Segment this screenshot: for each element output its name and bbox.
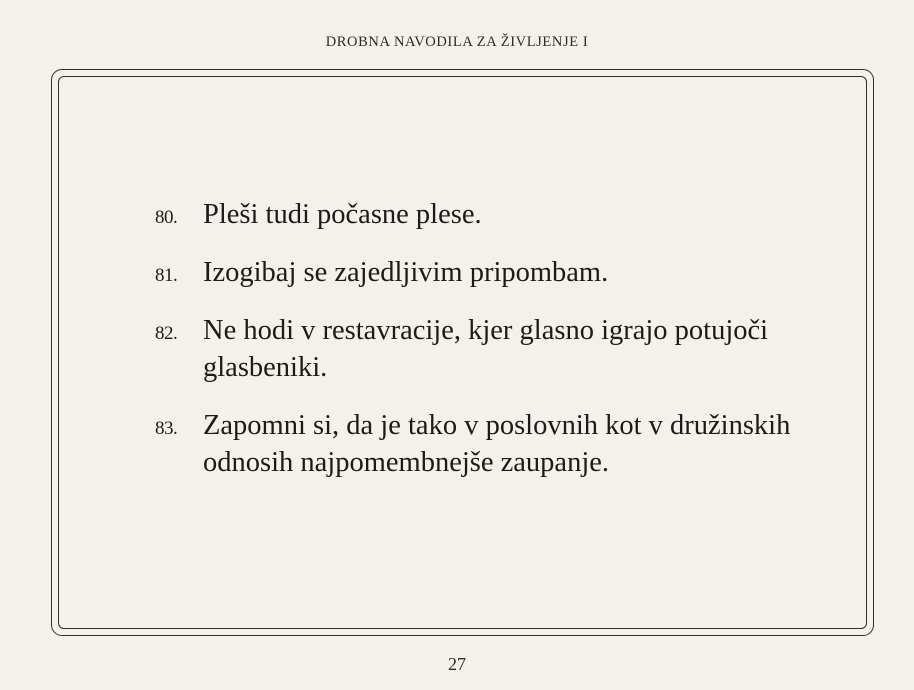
rule-number: 81. xyxy=(155,265,178,286)
rule-text: Pleši tudi počasne plese. xyxy=(203,199,482,230)
rule-text: Izogibaj se zajedljivim pripombam. xyxy=(203,257,609,288)
rule-number: 82. xyxy=(155,323,178,344)
rule-item-81 xyxy=(155,254,845,291)
rule-item-80 xyxy=(155,196,845,233)
rule-text: Zapomni si, da je tako v poslovnih kot v družinskih odnosih najpomembnejše zaupanje. xyxy=(203,410,791,478)
rules-list xyxy=(155,196,845,502)
rule-item-82 xyxy=(155,312,845,386)
rule-text: Ne hodi v restavracije, kjer glasno igrajo potujoči glasbeniki. xyxy=(203,315,769,383)
rule-item-83 xyxy=(155,407,845,481)
rule-number: 83. xyxy=(155,418,178,439)
rule-number: 80. xyxy=(155,207,178,228)
page-number: 27 xyxy=(448,654,466,674)
page-running-title: DROBNA NAVODILA ZA ŽIVLJENJE I xyxy=(325,34,589,50)
